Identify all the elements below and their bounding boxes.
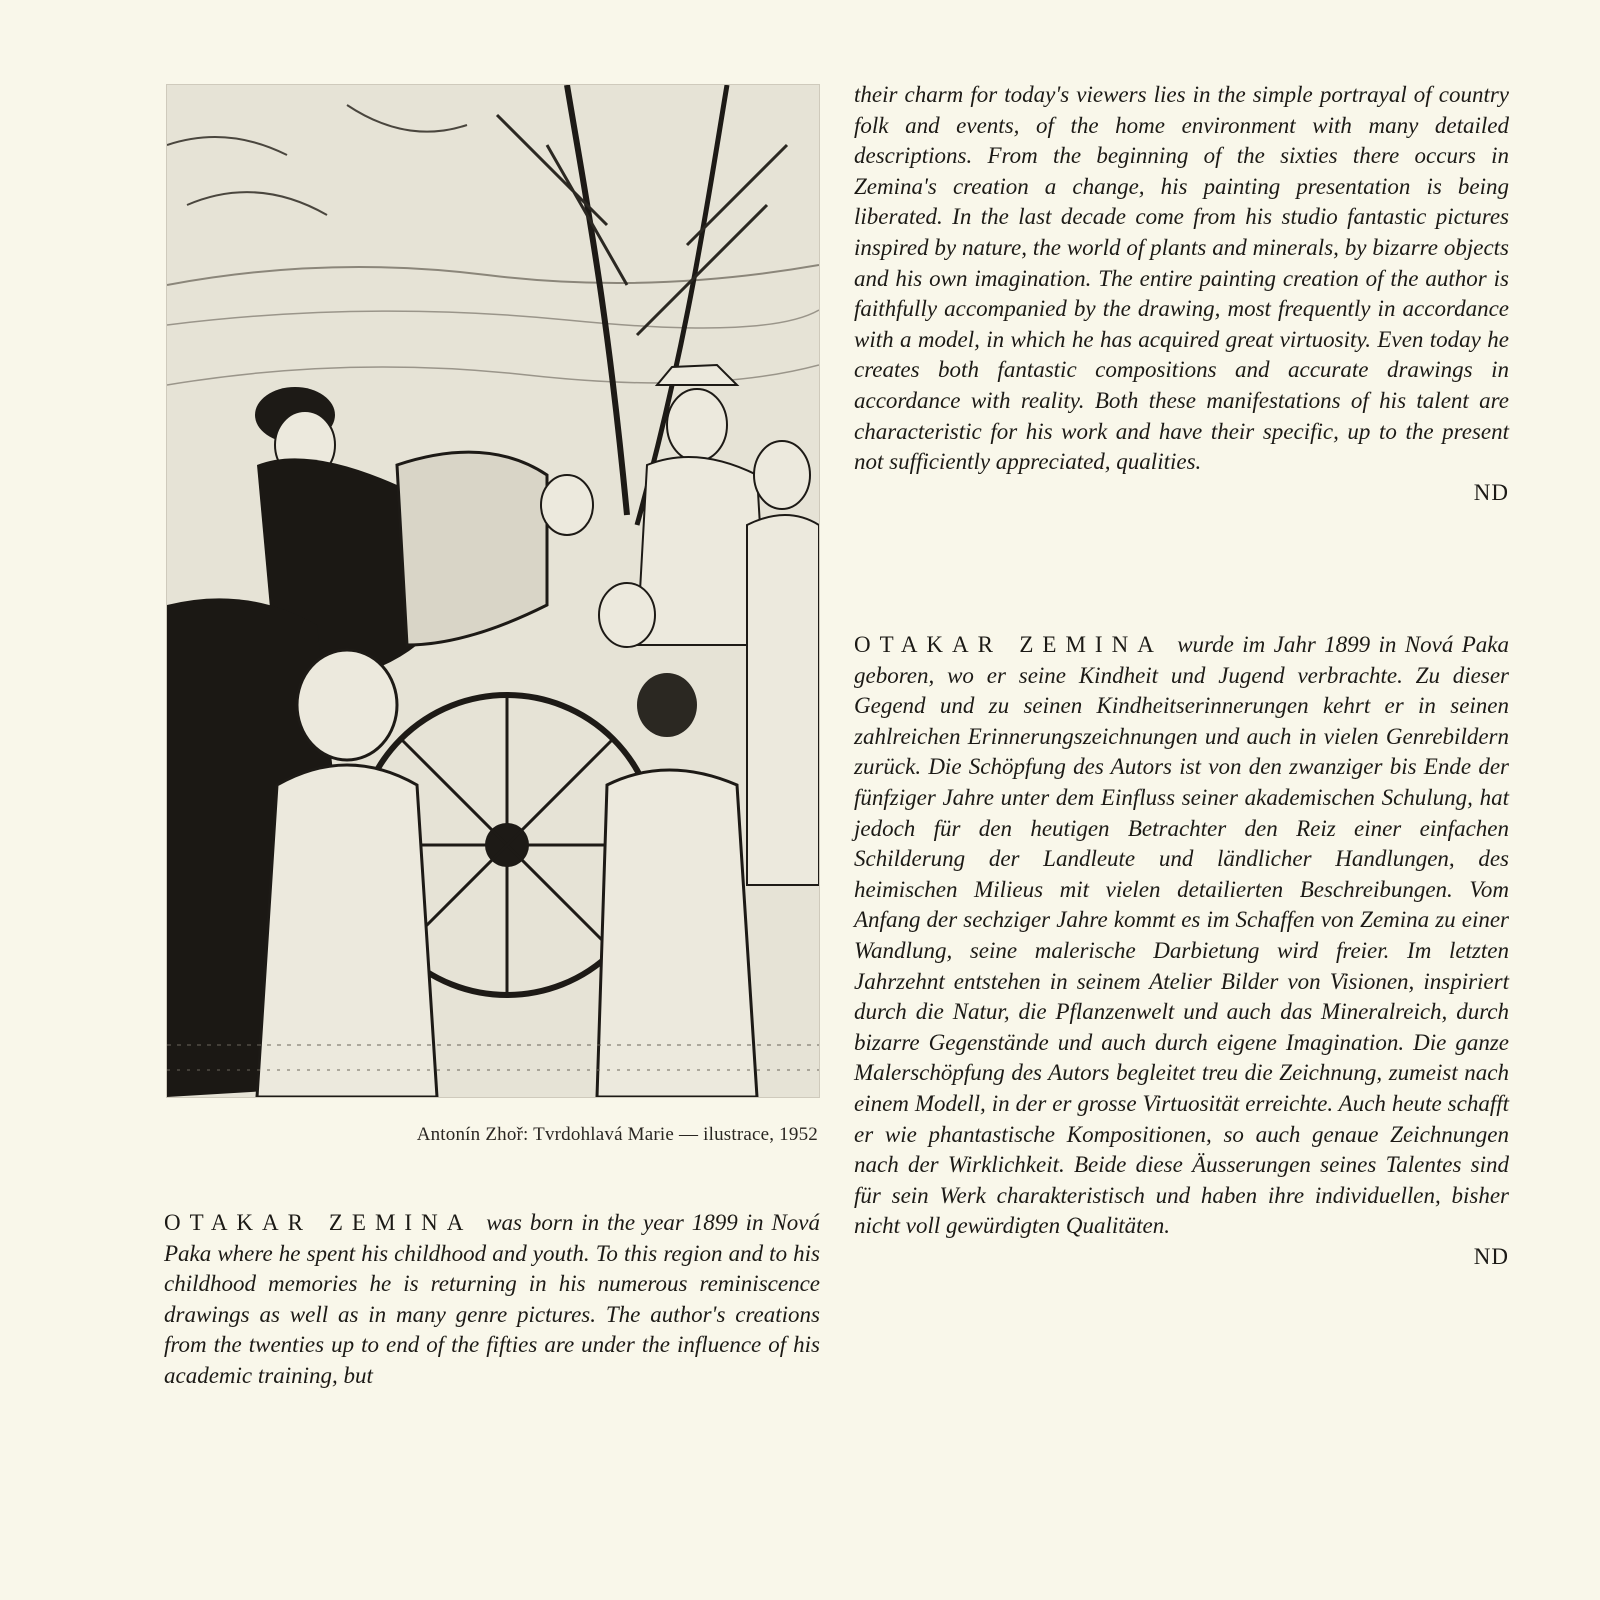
german-signature-line — [854, 1242, 1509, 1273]
english-text-part2 — [854, 80, 1509, 508]
author-name-en: OTAKAR ZEMINA — [164, 1210, 473, 1235]
english-paragraph-start: was born in the year 1899 in Nová Paka where he spent his childhood and youth. To this region and to his childhood memories he is returning in his numerous reminiscence drawings as well as in many genre pictures. The author's creations from the twenties up to end of the fifties are under the influence of his academic training, but — [164, 1210, 821, 1388]
figure-caption: Antonín Zhoř: Tvrdohlavá Marie — ilustrace, 1952 — [416, 1124, 818, 1145]
author-name-de: OTAKAR ZEMINA — [854, 632, 1163, 657]
german-paragraph: wurde im Jahr 1899 in Nová Paka geboren, wo er seine Kindheit und Jugend verbrachte. Zu dieser Gegend und zu seinen Kindheitserinnerungen kehrt er in seinen zahlreichen Erinnerungszeichnungen und auch in vielen Genrebildern zurück. Die Schöpfung des Autors ist von den zwanziger bis Ende der fünfziger Jahre unter dem Einfluss seiner akademischen Schulung, hat jedoch für den heutigen Betrachter den Reiz einer einfachen Schilderung der Landleute und ländlicher Handlungen, des heimischen Milieus mit vielen detailierten Beschreibungen. Vom Anfang der sechziger Jahre kommt es im Schaffen von Zemina zu einer Wandlung, seine malerische Darbietung wird freier. Im letzten Jahrzehnt entstehen in seinem Atelier Bilder von Visionen, inspiriert durch die Natur, die Pflanzenwelt und auch das Mineralreich, durch bizarre Gegenstände und auch durch eigene Imagination. Die ganze Malerschöpfung des Autors begleitet treu die Zeichnung, zumeist nach einem Modell, in der er grosse Virtuosität erreichte. Auch heute schafft er wie phantastische Kompositionen, so auch genaue Zeichnungen nach der Wirklichkeit. Beide diese Äusserungen seines Talentes sind für sein Werk charakteristisch und haben ihre individuellen, bisher nicht voll gewürdigten Qualitäten. — [854, 632, 1510, 1239]
german-signature: ND — [1473, 1243, 1509, 1269]
english-signature-line — [854, 478, 1509, 509]
illustration-drawing — [167, 85, 819, 1097]
german-text — [854, 630, 1509, 1272]
english-paragraph-continued: their charm for today's viewers lies in the simple portrayal of country folk and events, of the home environment with many detailed descriptions. From the beginning of the sixties there occurs in Zemina's creation a change, his painting presentation is being liberated. In the last decade come from his studio fantastic pictures inspired by nature, the world of plants and minerals, by bizarre objects and his own imagination. The entire painting creation of the author is faithfully accompanied by the drawing, most frequently in accordance with a model, in which he has acquired great virtuosity. Even today he creates both fantastic compositions and accurate drawings in accordance with reality. Both these manifestations of his talent are characteristic for his work and have their specific, up to the present not sufficiently appreciated, qualities. — [854, 82, 1509, 475]
english-signature: ND — [1473, 479, 1509, 505]
illustration-image — [166, 84, 820, 1098]
english-text-part1 — [164, 1208, 820, 1392]
